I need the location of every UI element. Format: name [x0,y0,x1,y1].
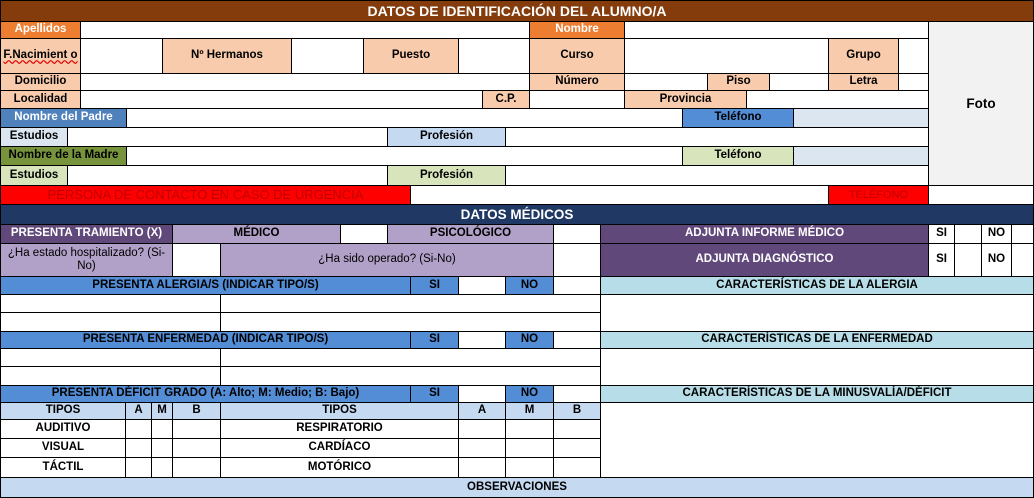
field-nombre[interactable] [624,21,929,39]
field-alergia-2a[interactable] [0,312,221,332]
label-adjunta-informe: ADJUNTA INFORME MÉDICO [600,224,929,244]
label-adjunta-diagnostico: ADJUNTA DIAGNÓSTICO [600,243,929,277]
deficit-cell[interactable] [553,438,601,458]
field-grupo[interactable] [898,38,929,74]
label-psicologico: PSICOLÓGICO [387,224,554,244]
field-profesion-padre[interactable] [505,127,929,147]
field-operado[interactable] [553,243,601,277]
field-alergia-1a[interactable] [0,294,221,313]
field-caracteristicas-enfermedad[interactable] [600,348,1034,386]
field-telefono-madre[interactable] [793,146,929,166]
check-medico[interactable] [340,224,388,244]
field-profesion-madre[interactable] [505,165,929,186]
deficit-header-tipos-left: TIPOS [0,402,126,420]
label-nombre-padre: Nombre del Padre [0,108,127,128]
label-fecha-nacimiento [0,38,81,74]
field-domicilio[interactable] [80,73,530,91]
deficit-cell[interactable] [458,419,506,439]
field-caracteristicas-minusvalia[interactable] [600,402,1034,478]
label-caracteristicas-minusvalia: CARACTERÍSTICAS DE LA MINUSVALÍA/DÉFICIT [600,385,1034,403]
check-alergia-no[interactable] [553,276,601,295]
label-caracteristicas-enfermedad: CARACTERÍSTICAS DE LA ENFERMEDAD [600,331,1034,349]
section-datos-medicos: DATOS MÉDICOS [0,204,1034,225]
label-letra: Letra [828,73,899,91]
deficit-type-right: MOTÓRICO [220,457,459,478]
deficit-header-a-left: A [125,402,152,420]
field-estudios-madre[interactable] [67,165,388,186]
field-piso[interactable] [769,73,829,91]
field-apellidos[interactable] [80,21,530,39]
label-numero: Número [529,73,625,91]
field-enfermedad-1a[interactable] [0,348,221,367]
check-deficit-si[interactable] [458,385,506,403]
label-enfermedad-si: SI [410,331,459,349]
label-diagnostico-no: NO [981,243,1012,277]
deficit-cell[interactable] [505,438,554,458]
label-localidad: Localidad [0,90,81,109]
photo-box[interactable]: Foto [928,21,1034,186]
label-estudios-padre: Estudios [0,127,68,147]
label-deficit-si: SI [410,385,459,403]
field-cp[interactable] [529,90,625,109]
check-enfermedad-si[interactable] [458,331,506,349]
label-caracteristicas-alergia: CARACTERÍSTICAS DE LA ALERGIA [600,276,1034,295]
field-telefono-padre[interactable] [793,108,929,128]
field-alergia-2b[interactable] [220,312,601,332]
deficit-cell[interactable] [553,457,601,478]
field-contacto-urgencia[interactable] [410,185,829,205]
check-deficit-no[interactable] [553,385,601,403]
field-num-hermanos[interactable] [291,38,364,74]
label-alergia-si: SI [410,276,459,295]
label-grupo: Grupo [828,38,899,74]
deficit-cell[interactable] [505,457,554,478]
label-enfermedad-no: NO [505,331,554,349]
field-enfermedad-2a[interactable] [0,366,221,386]
check-alergia-si[interactable] [458,276,506,295]
deficit-header-m-right: M [505,402,554,420]
label-telefono-urgencia: TELÉFONO [828,185,929,205]
label-hospitalizado: ¿Ha estado hospitalizado? (Si-No) [0,243,173,277]
field-alergia-1b[interactable] [220,294,601,313]
deficit-type-left: VISUAL [0,438,126,458]
deficit-type-left: AUDITIVO [0,419,126,439]
deficit-header-b-left: B [172,402,221,420]
deficit-cell[interactable] [505,419,554,439]
deficit-header-b-right: B [553,402,601,420]
label-piso: Piso [707,73,770,91]
deficit-header-a-right: A [458,402,506,420]
check-diagnostico-si[interactable] [954,243,982,277]
label-fecha-nacimiento-text: F.Nacimient o [3,49,78,62]
label-medico: MÉDICO [172,224,341,244]
label-telefono-padre: Teléfono [682,108,794,128]
deficit-cell[interactable] [458,438,506,458]
deficit-header-m-left: M [151,402,173,420]
check-diagnostico-no[interactable] [1011,243,1034,277]
deficit-cell[interactable] [151,438,173,458]
check-psicologico[interactable] [553,224,601,244]
label-domicilio: Domicilio [0,73,81,91]
field-hospitalizado[interactable] [172,243,221,277]
label-operado: ¿Ha sido operado? (Si-No) [220,243,554,277]
field-fecha-nacimiento[interactable] [80,38,163,74]
deficit-cell[interactable] [458,457,506,478]
field-nombre-madre[interactable] [126,146,683,166]
field-curso[interactable] [624,38,829,74]
deficit-cell[interactable] [172,419,221,439]
deficit-cell[interactable] [553,419,601,439]
field-enfermedad-2b[interactable] [220,366,601,386]
label-presenta-deficit: PRESENTA DÉFICIT GRADO (A: Alto; M: Medio; B: Bajo) [0,385,411,403]
label-estudios-madre: Estudios [0,165,68,186]
field-nombre-padre[interactable] [126,108,683,128]
label-apellidos: Apellidos [0,21,81,39]
deficit-cell[interactable] [125,438,152,458]
label-nombre-madre: Nombre de la Madre [0,146,127,166]
label-contacto-urgencia: PERSONA DE CONTACTO EN CASO DE URGENCIA [0,185,411,205]
label-informe-si: SI [928,224,955,244]
label-observaciones: OBSERVACIONES [0,477,1034,498]
field-estudios-padre[interactable] [67,127,388,147]
deficit-type-right: RESPIRATORIO [220,419,459,439]
deficit-cell[interactable] [151,419,173,439]
form-title: DATOS DE IDENTIFICACIÓN DEL ALUMNO/A [0,0,1034,22]
check-informe-no[interactable] [1011,224,1034,244]
label-deficit-no: NO [505,385,554,403]
deficit-cell[interactable] [172,438,221,458]
label-provincia: Provincia [624,90,747,109]
field-localidad[interactable] [80,90,483,109]
label-telefono-madre: Teléfono [682,146,794,166]
field-letra[interactable] [898,73,929,91]
label-presenta-alergia: PRESENTA ALERGIA/S (INDICAR TIPO/S) [0,276,411,295]
field-telefono-urgencia[interactable] [928,185,1034,205]
check-informe-si[interactable] [954,224,982,244]
label-diagnostico-si: SI [928,243,955,277]
deficit-cell[interactable] [151,457,173,478]
check-enfermedad-no[interactable] [553,331,601,349]
field-caracteristicas-alergia[interactable] [600,294,1034,332]
label-curso: Curso [529,38,625,74]
label-puesto: Puesto [363,38,459,74]
deficit-type-left: TÁCTIL [0,457,126,478]
field-provincia[interactable] [746,90,929,109]
label-informe-no: NO [981,224,1012,244]
deficit-cell[interactable] [172,457,221,478]
field-numero[interactable] [624,73,708,91]
deficit-cell[interactable] [125,419,152,439]
deficit-cell[interactable] [125,457,152,478]
field-puesto[interactable] [458,38,530,74]
field-enfermedad-1b[interactable] [220,348,601,367]
label-nombre: Nombre [529,21,625,39]
label-profesion-madre: Profesión [387,165,506,186]
label-num-hermanos: Nº Hermanos [162,38,292,74]
label-cp: C.P. [482,90,530,109]
deficit-type-right: CARDÍACO [220,438,459,458]
deficit-header-tipos-right: TIPOS [220,402,459,420]
label-presenta-tratamiento: PRESENTA TRAMIENTO (X) [0,224,173,244]
label-profesion-padre: Profesión [387,127,506,147]
label-presenta-enfermedad: PRESENTA ENFERMEDAD (INDICAR TIPO/S) [0,331,411,349]
label-alergia-no: NO [505,276,554,295]
